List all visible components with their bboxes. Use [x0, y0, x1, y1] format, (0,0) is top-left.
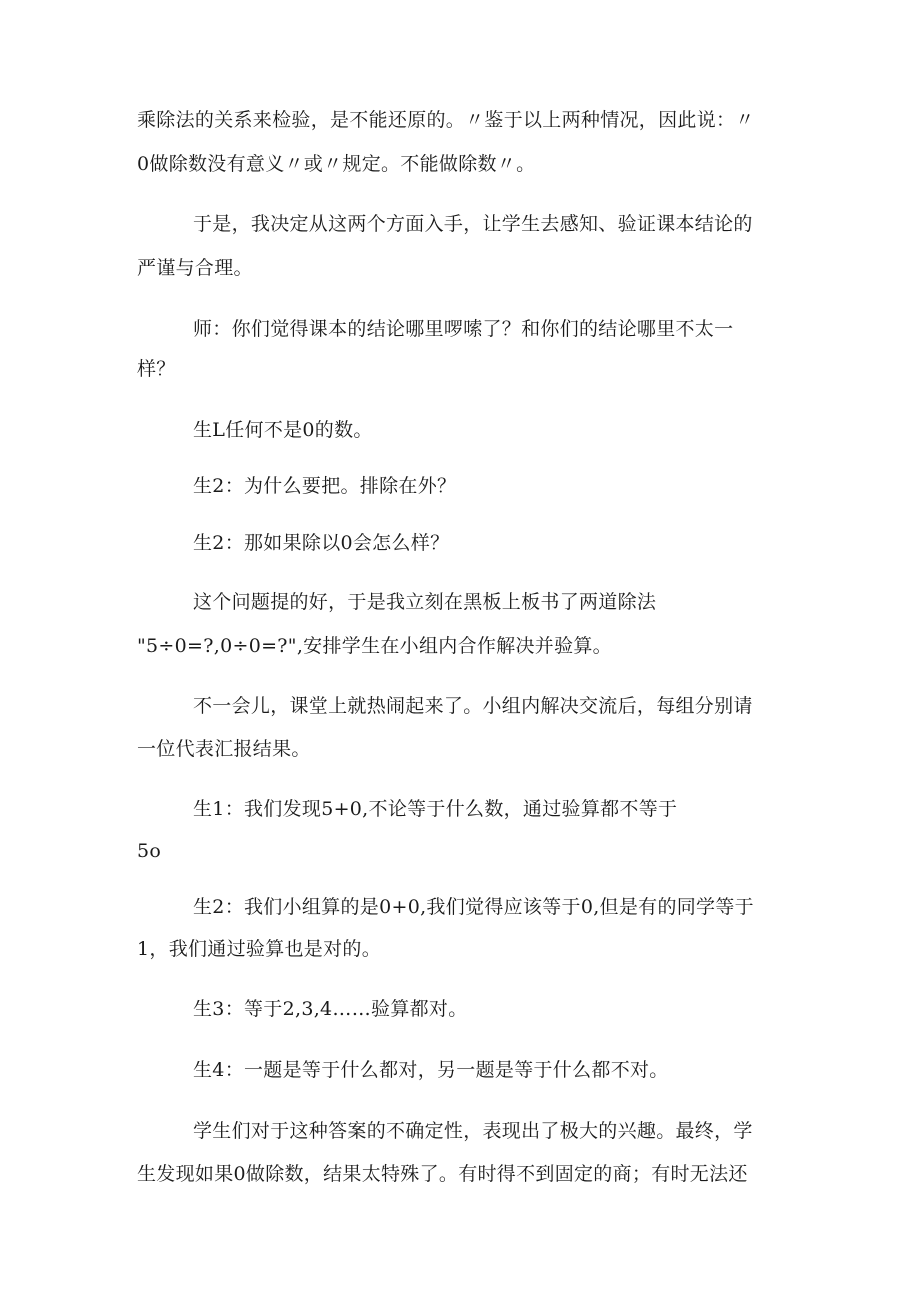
text-line-16: 生2：我们小组算的是0+0,我们觉得应该等于0,但是有的同学等于: [193, 896, 754, 918]
text-line-4: 严谨与合理。: [137, 257, 253, 279]
text-line-19: 生4：一题是等于什么都对，另一题是等于什么都不对。: [193, 1059, 669, 1081]
text-line-20: 学生们对于这种答案的不确定性，表现出了极大的兴趣。最终，学: [193, 1120, 753, 1142]
text-line-15: 5o: [137, 840, 162, 862]
text-line-3: 于是，我决定从这两个方面入手，让学生去感知、验证课本结论的: [193, 213, 753, 235]
text-line-12: 不一会儿，课堂上就热闹起来了。小组内解决交流后，每组分别请: [193, 695, 753, 717]
text-line-10: 这个问题提的好，于是我立刻在黑板上板书了两道除法: [193, 591, 657, 613]
text-line-9: 生2：那如果除以0会怎么样？: [193, 532, 450, 554]
text-line-17: 1，我们通过验算也是对的。: [137, 938, 381, 960]
text-line-5: 师：你们觉得课本的结论哪里啰嗦了？和你们的结论哪里不太一: [193, 318, 734, 340]
text-line-18: 生3：等于2,3,4……验算都对。: [193, 998, 468, 1020]
text-line-11: "5÷0=?,0÷0=?",安排学生在小组内合作解决并验算。: [137, 635, 612, 657]
text-line-1: 乘除法的关系来检验，是不能还原的。〃鉴于以上两种情况，因此说：〃: [137, 109, 755, 131]
text-line-21: 生发现如果0做除数，结果太特殊了。有时得不到固定的商；有时无法还: [137, 1163, 748, 1185]
text-line-14: 生1：我们发现5+0,不论等于什么数，通过验算都不等于: [193, 798, 678, 820]
text-line-13: 一位代表汇报结果。: [137, 738, 311, 760]
text-line-8: 生2：为什么要把。排除在外？: [193, 475, 457, 497]
text-line-2: 0做除数没有意义〃或〃规定。不能做除数〃。: [137, 153, 536, 175]
text-line-7: 生L任何不是0的数。: [193, 419, 373, 441]
text-line-6: 样？: [137, 358, 176, 380]
